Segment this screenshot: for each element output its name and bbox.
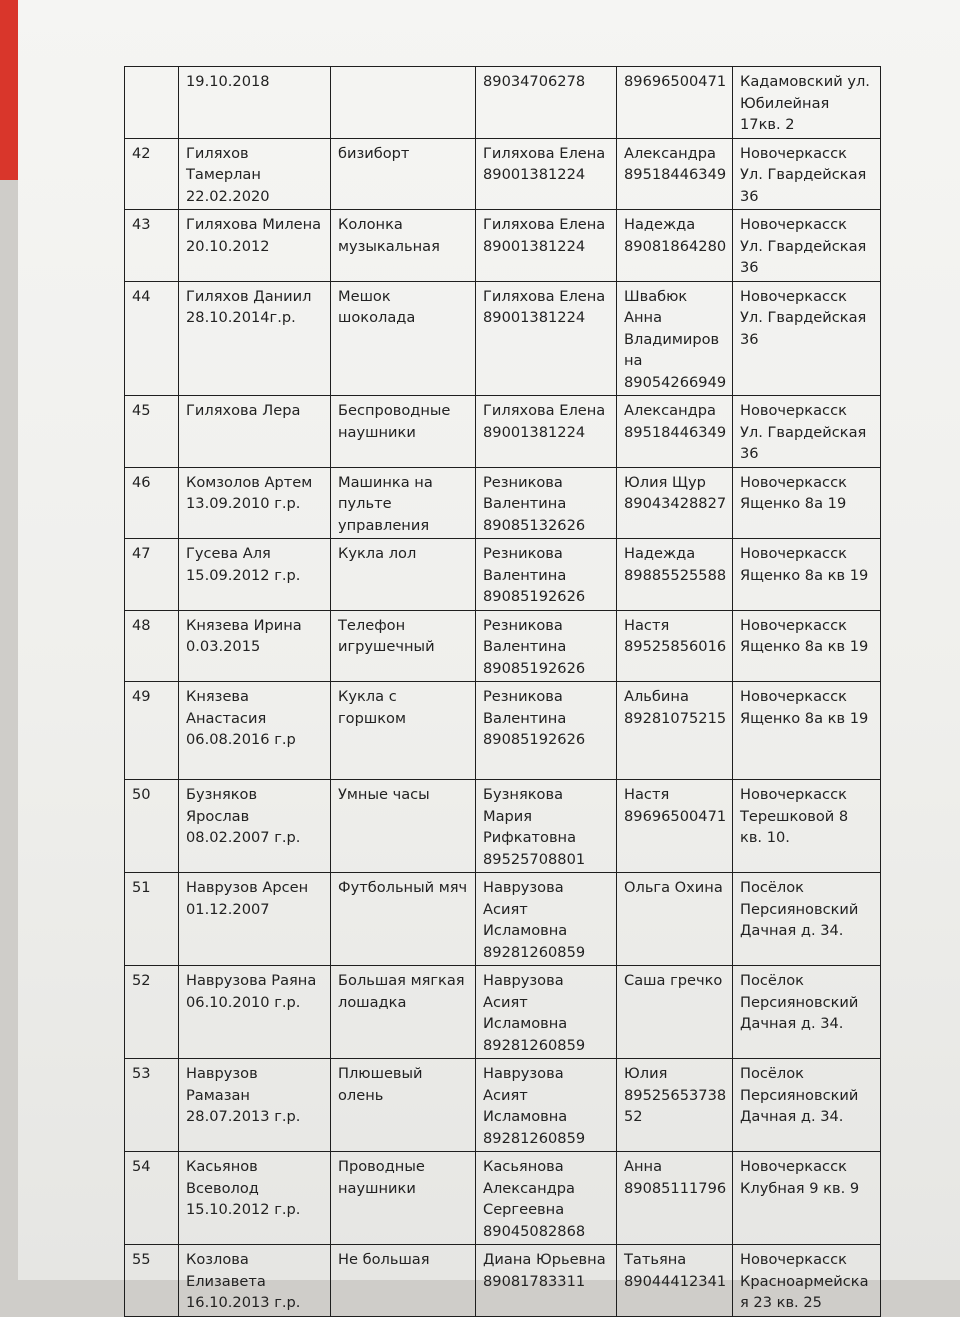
table-row: [125, 610, 881, 682]
cell-number: 43: [125, 210, 179, 282]
cell-contact: Настя 89525856016: [617, 610, 733, 682]
cell-parent: Резникова Валентина 89085192626: [476, 610, 617, 682]
cell-parent: Резникова Валентина 89085132626: [476, 467, 617, 539]
cell-address: Новочеркасск Клубная 9 кв. 9: [733, 1152, 881, 1245]
cell-gift: Машинка на пульте управления: [331, 467, 476, 539]
cell-gift: Телефон игрушечный: [331, 610, 476, 682]
cell-address: Новочеркасск Терешковой 8 кв. 10.: [733, 780, 881, 873]
cell-address: Посёлок Персияновский Дачная д. 34.: [733, 966, 881, 1059]
cell-contact: Ольга Охина: [617, 873, 733, 966]
cell-parent: Наврузова Асият Исламовна 89281260859: [476, 966, 617, 1059]
cell-contact: Татьяна 89044412341: [617, 1245, 733, 1317]
cell-parent: Касьянова Александра Сергеевна 89045082868: [476, 1152, 617, 1245]
cell-number: 53: [125, 1059, 179, 1152]
cell-address: Новочеркасск Ул. Гвардейская 36: [733, 138, 881, 210]
cell-child-name: Гиляхова Милена 20.10.2012: [179, 210, 331, 282]
cell-number: 42: [125, 138, 179, 210]
cell-address: Кадамовский ул. Юбилейная 17кв. 2: [733, 67, 881, 139]
cell-gift: Большая мягкая лошадка: [331, 966, 476, 1059]
cell-parent: Резникова Валентина 89085192626: [476, 682, 617, 780]
cell-address: Новочеркасск Ященко 8а кв 19: [733, 682, 881, 780]
cell-child-name: Козлова Елизавета 16.10.2013 г.р.: [179, 1245, 331, 1317]
cell-contact: Швабюк Анна Владимиров на 89054266949: [617, 281, 733, 396]
cell-contact: Альбина 89281075215: [617, 682, 733, 780]
cell-gift: Не большая: [331, 1245, 476, 1317]
table-row: [125, 1059, 881, 1152]
cell-parent: Диана Юрьевна 89081783311: [476, 1245, 617, 1317]
cell-child-name: Гиляхова Лера: [179, 396, 331, 468]
cell-contact: 89696500471: [617, 67, 733, 139]
table-row: [125, 682, 881, 780]
cell-address: Новочеркасск Ященко 8а кв 19: [733, 539, 881, 611]
table-row: [125, 281, 881, 396]
table-row: [125, 210, 881, 282]
cell-gift: Кукла с горшком: [331, 682, 476, 780]
cell-gift: [331, 67, 476, 139]
cell-number: 46: [125, 467, 179, 539]
cell-child-name: Наврузова Раяна 06.10.2010 г.р.: [179, 966, 331, 1059]
cell-parent: Бузнякова Мария Рифкатовна 89525708801: [476, 780, 617, 873]
cell-number: 47: [125, 539, 179, 611]
cell-parent: Гиляхова Елена 89001381224: [476, 281, 617, 396]
cell-child-name: Гиляхов Даниил 28.10.2014г.р.: [179, 281, 331, 396]
cell-gift: Плюшевый олень: [331, 1059, 476, 1152]
cell-address: Новочеркасск Ул. Гвардейская 36: [733, 210, 881, 282]
cell-address: Новочеркасск Ул. Гвардейская 36: [733, 281, 881, 396]
cell-number: 49: [125, 682, 179, 780]
table-row: [125, 780, 881, 873]
table-row: [125, 67, 881, 139]
table-row: [125, 1152, 881, 1245]
cell-parent: Гиляхова Елена 89001381224: [476, 138, 617, 210]
cell-contact: Анна 89085111796: [617, 1152, 733, 1245]
cell-parent: Гиляхова Елена 89001381224: [476, 210, 617, 282]
cell-child-name: Бузняков Ярослав 08.02.2007 г.р.: [179, 780, 331, 873]
cell-child-name: Наврузов Рамазан 28.07.2013 г.р.: [179, 1059, 331, 1152]
cell-address: Новочеркасск Ященко 8а кв 19: [733, 610, 881, 682]
cell-number: [125, 67, 179, 139]
cell-gift: Колонка музыкальная: [331, 210, 476, 282]
cell-child-name: Князева Ирина 0.03.2015: [179, 610, 331, 682]
cell-contact: Надежда 89885525588: [617, 539, 733, 611]
cell-child-name: 19.10.2018: [179, 67, 331, 139]
table-row: [125, 1245, 881, 1317]
cell-contact: Настя 89696500471: [617, 780, 733, 873]
cell-gift: Кукла лол: [331, 539, 476, 611]
cell-address: Новочеркасск Ул. Гвардейская 36: [733, 396, 881, 468]
table-row: [125, 966, 881, 1059]
cell-contact: Александра 89518446349: [617, 396, 733, 468]
table-row: [125, 138, 881, 210]
cell-number: 54: [125, 1152, 179, 1245]
table-body: [125, 67, 881, 1317]
cell-parent: Резникова Валентина 89085192626: [476, 539, 617, 611]
cell-contact: Александра 89518446349: [617, 138, 733, 210]
cell-contact: Надежда 89081864280: [617, 210, 733, 282]
cell-number: 48: [125, 610, 179, 682]
cell-number: 44: [125, 281, 179, 396]
cell-number: 50: [125, 780, 179, 873]
cell-number: 52: [125, 966, 179, 1059]
cell-address: Посёлок Персияновский Дачная д. 34.: [733, 873, 881, 966]
table-row: [125, 467, 881, 539]
table-row: [125, 396, 881, 468]
cell-address: Новочеркасск Красноармейска я 23 кв. 25: [733, 1245, 881, 1317]
cell-gift: Футбольный мяч: [331, 873, 476, 966]
cell-contact: Саша гречко: [617, 966, 733, 1059]
cell-parent: Наврузова Асият Исламовна 89281260859: [476, 1059, 617, 1152]
cell-parent: 89034706278: [476, 67, 617, 139]
cell-child-name: Гиляхов Тамерлан 22.02.2020: [179, 138, 331, 210]
cell-parent: Наврузова Асият Исламовна 89281260859: [476, 873, 617, 966]
cell-child-name: Наврузов Арсен 01.12.2007: [179, 873, 331, 966]
cell-gift: Умные часы: [331, 780, 476, 873]
cell-gift: Мешок шоколада: [331, 281, 476, 396]
cell-number: 51: [125, 873, 179, 966]
cell-gift: бизиборт: [331, 138, 476, 210]
cell-child-name: Князева Анастасия 06.08.2016 г.р: [179, 682, 331, 780]
cell-address: Новочеркасск Ященко 8а 19: [733, 467, 881, 539]
cell-child-name: Гусева Аля 15.09.2012 г.р.: [179, 539, 331, 611]
cell-parent: Гиляхова Елена 89001381224: [476, 396, 617, 468]
cell-address: Посёлок Персияновский Дачная д. 34.: [733, 1059, 881, 1152]
table-row: [125, 539, 881, 611]
cell-number: 55: [125, 1245, 179, 1317]
cell-contact: Юлия Щур 89043428827: [617, 467, 733, 539]
cell-gift: Беспроводные наушники: [331, 396, 476, 468]
cell-child-name: Касьянов Всеволод 15.10.2012 г.р.: [179, 1152, 331, 1245]
cell-child-name: Комзолов Артем 13.09.2010 г.р.: [179, 467, 331, 539]
cell-gift: Проводные наушники: [331, 1152, 476, 1245]
cell-number: 45: [125, 396, 179, 468]
gift-list-table: [124, 66, 881, 1317]
table-row: [125, 873, 881, 966]
cell-contact: Юлия 89525653738 52: [617, 1059, 733, 1152]
